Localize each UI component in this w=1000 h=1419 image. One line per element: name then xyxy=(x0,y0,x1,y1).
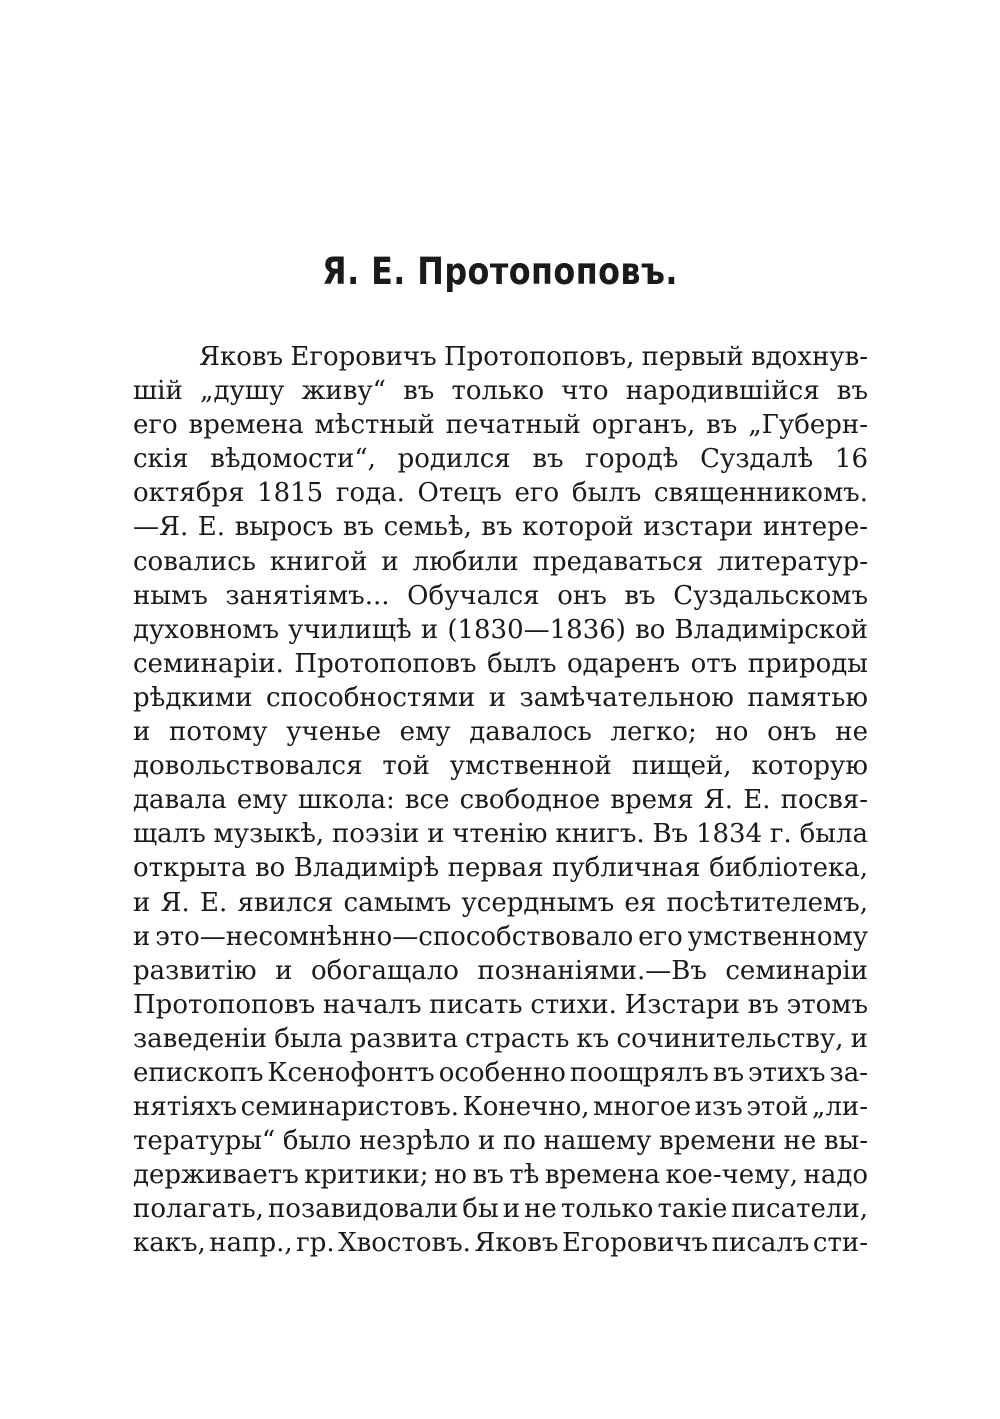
text-line: семинаріи. Протопоповъ былъ одаренъ отъ природы xyxy=(133,648,868,679)
text-line: нымъ занятіямъ... Обучался онъ въ Суздальскомъ xyxy=(133,580,868,611)
text-line: полагать, позавидовали бы и не только такіе писатели, xyxy=(133,1194,868,1225)
text-line: шій „душу живу“ въ только что народившійся въ xyxy=(133,376,868,407)
text-line: скія вѣдомости“, родился въ городѣ Суздалѣ 16 xyxy=(133,444,868,475)
text-line: какъ, напр., гр. Хвостовъ. Яковъ Егоровичъ писалъ сти- xyxy=(133,1228,868,1259)
text-line: заведеніи была развита страсть къ сочинительству, и xyxy=(133,1023,868,1054)
text-line: духовномъ училищѣ и (1830—1836) во Владимірской xyxy=(133,614,868,645)
text-line: рѣдкими способностями и замѣчательною памятью xyxy=(133,682,868,713)
text-line: давала ему школа: все свободное время Я. Е. посвя- xyxy=(133,785,868,816)
text-line: —Я. Е. выросъ въ семьѣ, въ которой изстари интере- xyxy=(133,512,868,543)
text-line: щалъ музыкѣ, поэзіи и чтенію книгъ. Въ 1834 г. была xyxy=(133,819,868,850)
text-line: Яковъ Егоровичъ Протопоповъ, первый вдохнув- xyxy=(199,342,868,372)
body-paragraph xyxy=(133,340,868,1261)
text-line: нятіяхъ семинаристовъ. Конечно, многое изъ этой „ли- xyxy=(133,1092,868,1123)
text-line: открыта во Владимірѣ первая публичная библіотека, xyxy=(133,853,868,884)
text-line: октября 1815 года. Отецъ его былъ священникомъ. xyxy=(133,478,868,509)
text-line: держиваетъ критики; но въ тѣ времена кое-чему, надо xyxy=(133,1160,868,1191)
text-line: и потому ученье ему давалось легко; но онъ не xyxy=(133,717,868,748)
text-line: довольствовался той умственной пищей, которую xyxy=(133,751,868,782)
text-line: совались книгой и любили предаваться литератур- xyxy=(133,546,868,577)
chapter-title: Я. Е. Протопоповъ. xyxy=(322,250,678,293)
text-line: его времена мѣстный печатный органъ, въ „Губерн- xyxy=(133,410,868,441)
text-line: и это—несомнѣнно—способствовало его умственному xyxy=(133,921,868,952)
text-line: тературы“ было незрѣло и по нашему времени не вы- xyxy=(133,1126,868,1157)
text-line: развитію и обогащало познаніями.—Въ семинаріи xyxy=(133,955,868,986)
text-line: епископъ Ксенофонтъ особенно поощрялъ въ этихъ за- xyxy=(133,1057,868,1088)
text-line: и Я. Е. явился самымъ усерднымъ ея посѣтителемъ, xyxy=(133,887,868,918)
text-line: Протопоповъ началъ писать стихи. Изстари въ этомъ xyxy=(133,989,868,1020)
